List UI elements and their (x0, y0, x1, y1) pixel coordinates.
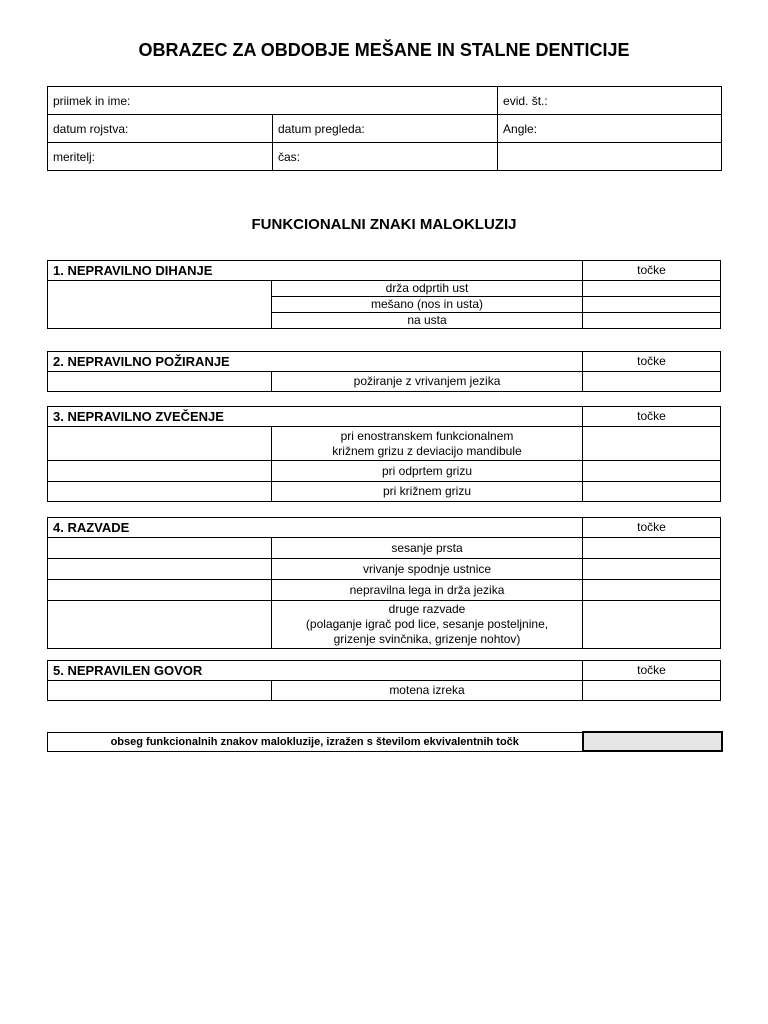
time-label: čas: (278, 149, 301, 164)
blank-cell[interactable] (48, 538, 272, 559)
points-input[interactable] (583, 461, 721, 482)
section-table-4 (47, 517, 721, 649)
points-input[interactable] (583, 281, 721, 297)
time-field[interactable] (273, 143, 498, 171)
table-row (48, 372, 721, 392)
item-label: druge razvade (polaganje igrač pod lice, sesanje posteljnine, grizenje svinčnika, grizenje nohtov) (272, 601, 583, 649)
blank-cell[interactable] (48, 601, 272, 649)
blank-cell[interactable] (48, 681, 272, 701)
section-heading: FUNKCIONALNI ZNAKI MALOKLUZIJ (251, 216, 517, 233)
table-row (48, 461, 721, 482)
blank-cell[interactable] (48, 281, 272, 329)
item-label: na usta (272, 313, 583, 329)
angle-field[interactable] (498, 115, 722, 143)
points-input[interactable] (583, 681, 721, 701)
empty-field[interactable] (498, 143, 722, 171)
points-input[interactable] (583, 297, 721, 313)
total-label: obseg funkcionalnih znakov malokluzije, izražen s številom ekvivalentnih točk (48, 732, 583, 751)
measurer-field[interactable] (48, 143, 273, 171)
item-label: drža odprtih ust (272, 281, 583, 297)
item-label: nepravilna lega in drža jezika (272, 580, 583, 601)
points-header: točke (583, 407, 721, 427)
points-header: točke (583, 518, 721, 538)
birth-date-field[interactable] (48, 115, 273, 143)
item-label: pri križnem grizu (272, 482, 583, 502)
exam-date-field[interactable] (273, 115, 498, 143)
points-input[interactable] (583, 559, 721, 580)
points-input[interactable] (583, 580, 721, 601)
section-table-2 (47, 351, 721, 392)
section-title: 2. NEPRAVILNO POŽIRANJE (48, 352, 583, 372)
table-row (48, 281, 721, 297)
item-label: požiranje z vrivanjem jezika (272, 372, 583, 392)
points-input[interactable] (583, 372, 721, 392)
section-title: 1. NEPRAVILNO DIHANJE (48, 261, 583, 281)
page-title: OBRAZEC ZA OBDOBJE MEŠANE IN STALNE DENTICIJE (138, 40, 630, 60)
angle-label: Angle: (503, 121, 538, 136)
patient-info-table (47, 86, 722, 171)
points-input[interactable] (583, 601, 721, 649)
item-label: pri odprtem grizu (272, 461, 583, 482)
blank-cell[interactable] (48, 482, 272, 502)
points-header: točke (583, 261, 721, 281)
section-title: 3. NEPRAVILNO ZVEČENJE (48, 407, 583, 427)
section-title: 5. NEPRAVILEN GOVOR (48, 661, 583, 681)
table-row (48, 427, 721, 461)
item-label: sesanje prsta (272, 538, 583, 559)
section-table-3 (47, 406, 721, 502)
section-table-5 (47, 660, 721, 701)
points-input[interactable] (583, 482, 721, 502)
table-row (48, 681, 721, 701)
birth-date-label: datum rojstva: (53, 121, 129, 136)
blank-cell[interactable] (48, 580, 272, 601)
table-row (48, 538, 721, 559)
exam-date-label: datum pregleda: (278, 121, 365, 136)
points-input[interactable] (583, 313, 721, 329)
surname-label: priimek in ime: (53, 93, 131, 108)
item-label: pri enostranskem funkcionalnem križnem grizu z deviacijo mandibule (272, 427, 583, 461)
surname-field[interactable] (48, 87, 498, 115)
measurer-label: meritelj: (53, 149, 96, 164)
table-row (48, 559, 721, 580)
total-table (47, 731, 723, 752)
blank-cell[interactable] (48, 461, 272, 482)
total-score-field[interactable] (583, 732, 722, 751)
points-input[interactable] (583, 538, 721, 559)
blank-cell[interactable] (48, 427, 272, 461)
evid-label: evid. št.: (503, 93, 548, 108)
table-row (48, 580, 721, 601)
blank-cell[interactable] (48, 372, 272, 392)
points-input[interactable] (583, 427, 721, 461)
item-label: vrivanje spodnje ustnice (272, 559, 583, 580)
table-row (48, 601, 721, 649)
evid-field[interactable] (498, 87, 722, 115)
points-header: točke (583, 661, 721, 681)
blank-cell[interactable] (48, 559, 272, 580)
table-row (48, 482, 721, 502)
section-table-1 (47, 260, 721, 329)
item-label: mešano (nos in usta) (272, 297, 583, 313)
section-title: 4. RAZVADE (48, 518, 583, 538)
points-header: točke (583, 352, 721, 372)
item-label: motena izreka (272, 681, 583, 701)
